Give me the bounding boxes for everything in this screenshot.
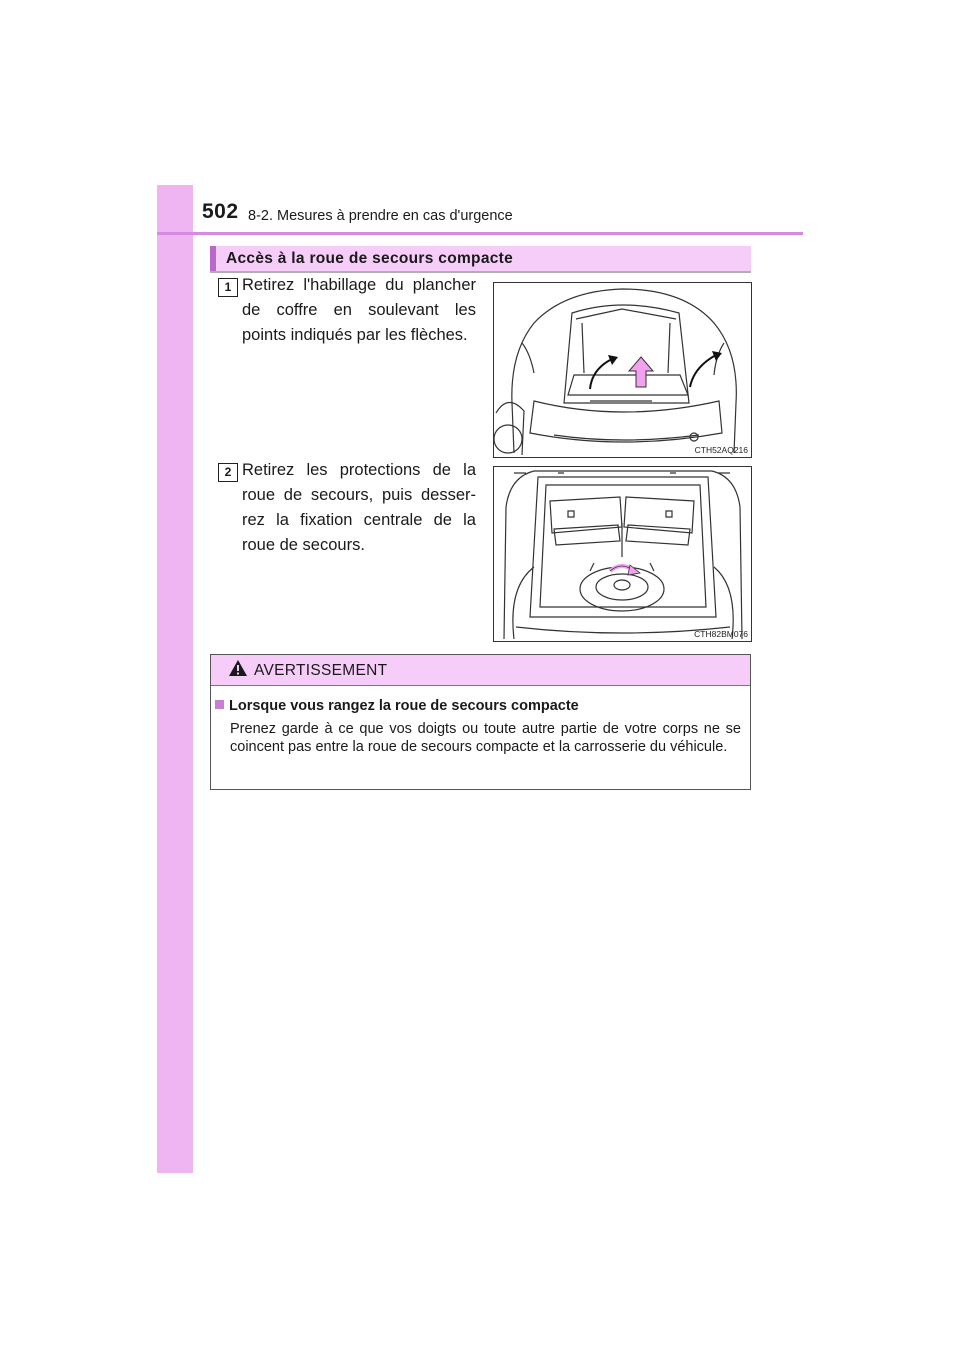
section-title: 8-2. Mesures à prendre en cas d'urgence (248, 208, 513, 224)
warning-subtitle (215, 698, 579, 714)
subsection-heading-text: Accès à la roue de secours compacte (226, 250, 514, 267)
step-text-2: Retirez les protections de la roue de secours, puis desser-rez la fixation centrale de la roue de secours. (242, 461, 476, 554)
figure-code-1: CTH52AQ216 (694, 445, 748, 455)
step-text-1: Retirez l'habillage du plancher de coffre en soulevant les points indiqués par les flèches. (242, 276, 476, 344)
header-rule (157, 232, 803, 235)
step-number-1: 1 (218, 278, 238, 297)
subsection-heading (210, 246, 751, 273)
warning-title: AVERTISSEMENT (254, 662, 388, 679)
warning-box (210, 654, 751, 790)
figure-trunk-floor-board (493, 282, 752, 458)
warning-triangle-icon (228, 659, 248, 682)
side-tab-bar (157, 185, 193, 1173)
warning-body: Prenez garde à ce que vos doigts ou toute autre partie de votre corps ne se coincent pas entre la roue de secours compacte et la carrosserie du véhicule. (230, 721, 741, 755)
step-number-2: 2 (218, 463, 238, 482)
figure-code-2: CTH82BM076 (694, 629, 748, 639)
warning-header (211, 655, 750, 686)
figure-spare-wheel (493, 466, 752, 642)
page-number: 502 (202, 200, 239, 223)
warning-subtitle-text: Lorsque vous rangez la roue de secours compacte (229, 698, 579, 714)
bullet-square-icon (215, 700, 224, 709)
heading-accent (210, 246, 216, 271)
